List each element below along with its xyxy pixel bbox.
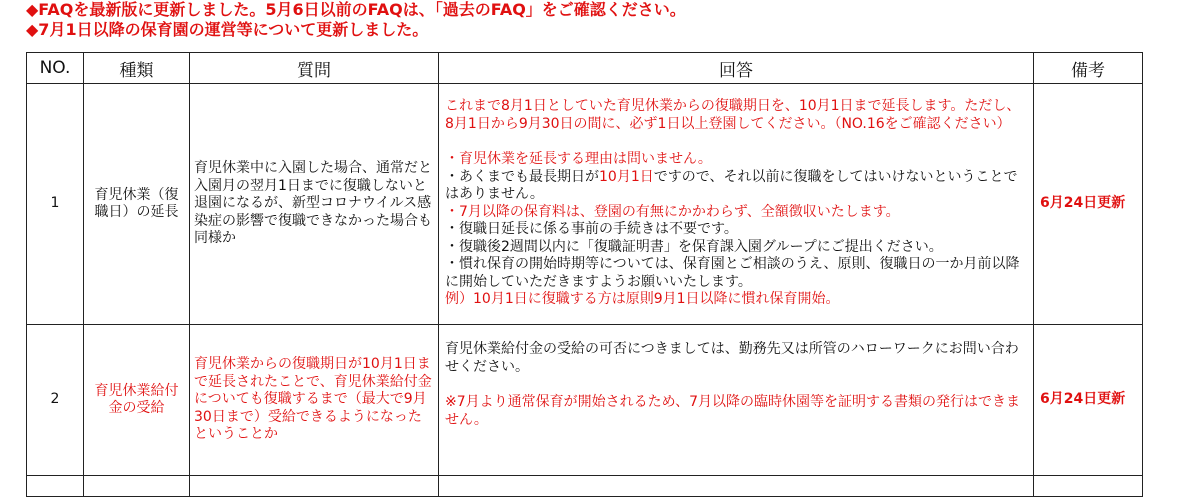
notice-nursery-update: ◆7月1日以降の保育園の運営等について更新しました。 xyxy=(26,20,429,39)
header-type: 種類 xyxy=(84,53,190,84)
answer-certificate-note: ※7月より通常保育が開始されるため、7月以降の臨時休園等を証明する書類の発行はできません。 xyxy=(445,394,1020,428)
row-type: 育児休業給付金の受給 xyxy=(84,325,190,476)
header-answer: 回答 xyxy=(439,53,1034,84)
row-answer xyxy=(439,84,1034,325)
answer-benefit-text: 育児休業給付金の受給の可否につきましては、勤務先又は所管のハローワークにお問い合わせください。 xyxy=(445,341,1019,375)
faq-table xyxy=(26,52,1143,497)
answer-example-text: 例）10月1日に復職する方は原則9月1日以降に慣れ保育開始。 xyxy=(445,291,840,307)
row-note: 6月24日更新 xyxy=(1034,84,1143,325)
header-note: 備考 xyxy=(1034,53,1143,84)
answer-extension-text: これまで8月1日としていた育児休業からの復職期日を、10月1日まで延長します。ただし、8月1日から9月30日の間に、必ず1日以上登園してください。（NO.16をご確認ください） xyxy=(445,98,1021,132)
row-number: 2 xyxy=(27,325,84,476)
row-type: 育児休業（復職日）の延長 xyxy=(84,84,190,325)
header-no: NO. xyxy=(27,53,84,84)
deadline-date: 10月1日 xyxy=(599,168,654,185)
row-question: 育児休業からの復職期日が10月1日まで延長されたことで、育児休業給付金についても復職するまで（最大で9月30日まで）受給できるようになったということか xyxy=(190,325,439,476)
answer-reason-text: ・育児休業を延長する理由は問いません。 xyxy=(445,151,712,167)
answer-certificate-text: ・復職後2週間以内に「復職証明書」を保育課入園グループにご提出ください。 xyxy=(445,238,943,255)
table-row xyxy=(27,84,1143,325)
row-note: 6月24日更新 xyxy=(1034,325,1143,476)
answer-adjustment-text: ・慣れ保育の開始時期等については、保育園とご相談のうえ、原則、復職日の一か月前以降に開始していただきますようお願いいたします。 xyxy=(445,256,1020,290)
table-row-partial xyxy=(27,476,1143,497)
notice-faq-update: ◆FAQを最新版に更新しました。5月6日以前のFAQは、「過去のFAQ」をご確認ください。 xyxy=(26,0,686,19)
table-row xyxy=(27,325,1143,476)
row-number: 1 xyxy=(27,84,84,325)
answer-procedure-text: ・復職日延長に係る事前の手続きは不要です。 xyxy=(445,221,738,237)
answer-deadline-text: ・あくまでも最長期日が10月1日ですので、それ以前に復職をしてはいけないということではありません。 xyxy=(445,168,1018,202)
answer-fee-text: ・7月以降の保育料は、登園の有無にかかわらず、全額徴収いたします。 xyxy=(445,203,900,220)
row-answer xyxy=(439,325,1034,476)
row-question: 育児休業中に入園した場合、通常だと入園月の翌月1日までに復職しないと退園になるが、新型コロナウイルス感染症の影響で復職できなかった場合も同様か xyxy=(190,84,439,325)
table-header-row xyxy=(27,53,1143,84)
notice-block xyxy=(26,0,686,40)
header-question: 質問 xyxy=(190,53,439,84)
